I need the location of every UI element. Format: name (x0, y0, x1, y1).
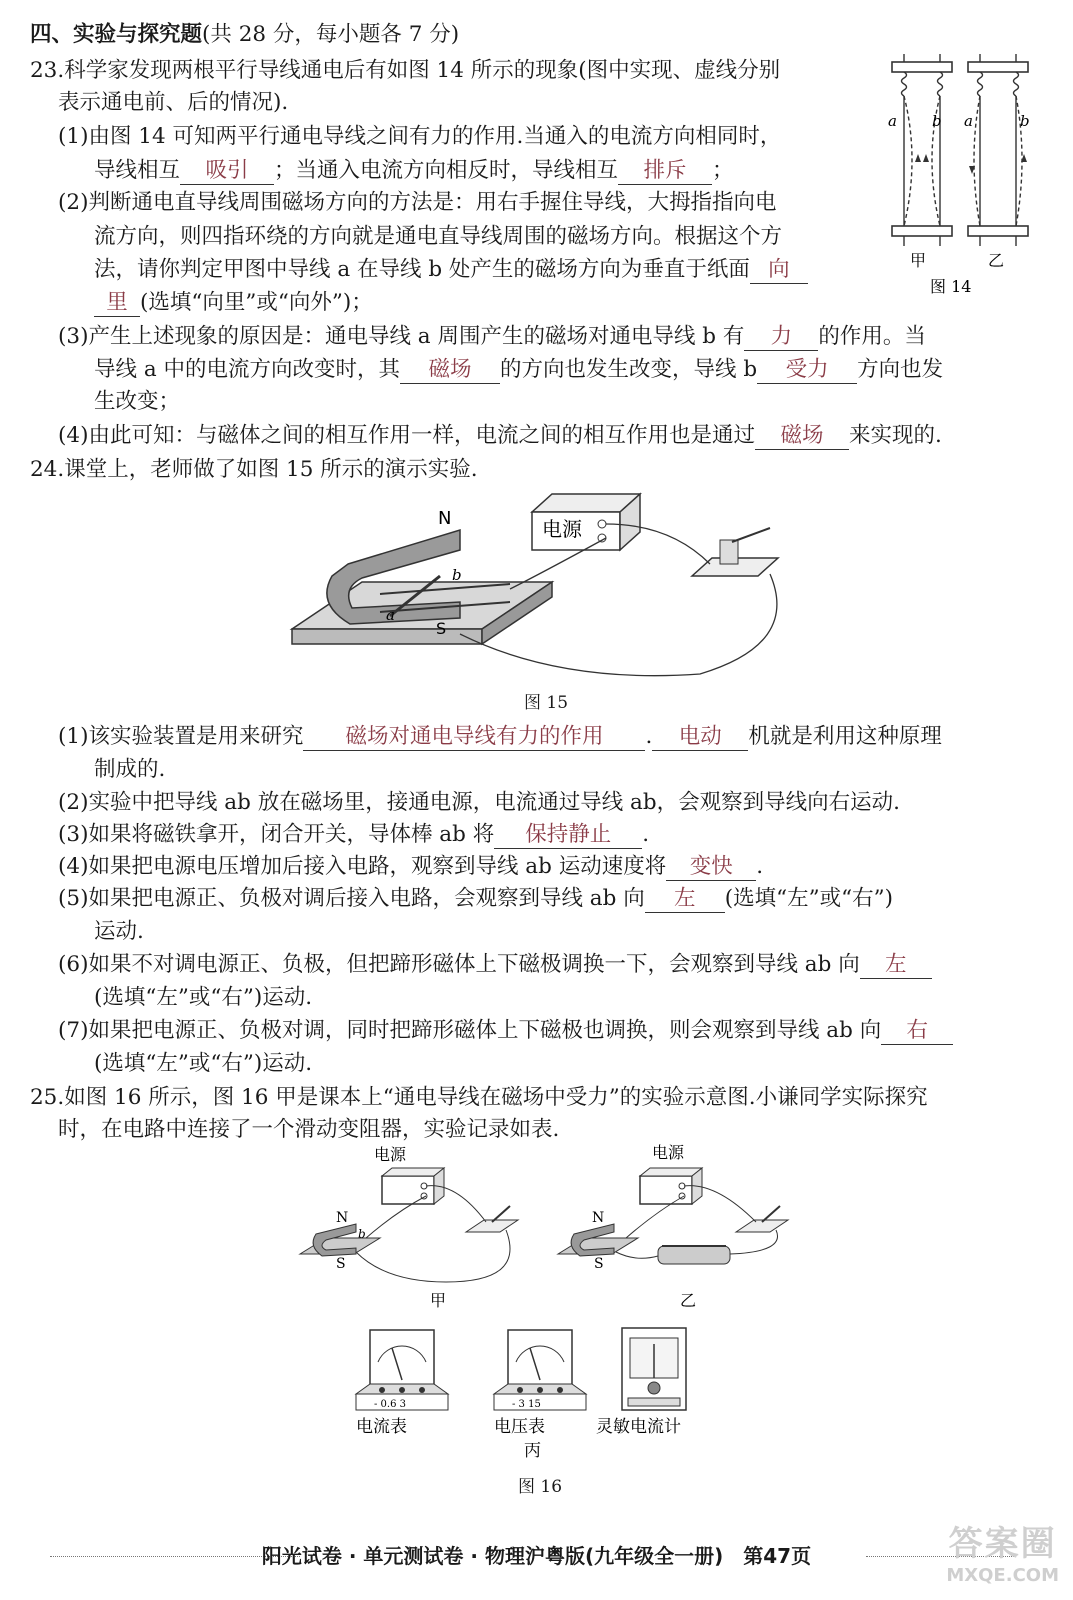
fig16-jia-label: 甲 (430, 1291, 447, 1310)
q25-line-1: 25.如图 16 所示，图 16 甲是课本上“通电导线在磁场中受力”的实验示意图.小谦同学实际探究 (30, 1085, 928, 1110)
voltmeter-icon (494, 1330, 586, 1410)
text: . (756, 854, 764, 879)
answer-blank: 保持静止 (494, 822, 642, 849)
q24-p6-line-2: (选填“左”或“右”)运动. (94, 985, 313, 1010)
fig16-bing-label: 丙 (524, 1441, 541, 1461)
text: (4)如果把电源电压增加后接入电路，观察到导线 ab 运动速度将 (58, 854, 667, 879)
q23-p1-line-1: (1)由图 14 可知两平行通电导线之间有力的作用.当通入的电流方向相同时， (58, 124, 782, 149)
q24-p6-line-1 (58, 950, 932, 980)
text: . (642, 822, 650, 847)
figure-14 (884, 54, 1034, 304)
text: 的方向也发生改变，导线 b (500, 357, 758, 382)
answer-blank: 变快 (666, 854, 756, 881)
q23-p2-line-4 (94, 288, 373, 318)
q24-p5-line-1 (58, 884, 893, 914)
fig15-S-label: S (436, 619, 447, 638)
fig16-yi-label: 乙 (680, 1291, 697, 1310)
voltmeter-scale: - 3 15 (512, 1399, 541, 1410)
figure-15 (280, 484, 800, 704)
fig16-N1-label: N (336, 1210, 349, 1226)
q23-p3-line-1 (58, 322, 926, 352)
text: 导线 a 中的电流方向改变时，其 (94, 357, 400, 382)
answer-blank: 排斥 (618, 158, 712, 185)
text: ； (712, 158, 734, 183)
text: (5)如果把电源正、负极对调后接入电路，会观察到导线 ab 向 (58, 886, 645, 911)
fig16-jia-setup (300, 1168, 518, 1282)
figure-16-top (296, 1142, 796, 1312)
fig14-label-b2: b (1020, 112, 1030, 130)
q23-p2-line-3 (94, 255, 808, 285)
text: 法，请你判定甲图中导线 a 在导线 b 处产生的磁场方向为垂直于纸面 (94, 257, 750, 282)
q23-p3-line-2 (94, 355, 943, 385)
text: 的作用。当 (818, 324, 926, 349)
fig14-label-yi: 乙 (988, 251, 1005, 270)
q23-p2-line-2: 流方向，则四指环绕的方向就是通电直导线周围的磁场方向。根据这个方 (94, 224, 783, 249)
answer-blank: 左 (860, 952, 932, 979)
meter1-label: 电流表 (356, 1417, 407, 1437)
text: (3)如果将磁铁拿开，闭合开关，导体棒 ab 将 (58, 822, 495, 847)
meter2-label: 电压表 (494, 1417, 545, 1437)
text: (7)如果把电源正、负极对调，同时把蹄形磁体上下磁极也调换，则会观察到导线 ab 向 (58, 1018, 882, 1043)
fig14-label-b: b (932, 112, 942, 130)
section-title: 四、实验与探究题 (30, 22, 203, 47)
answer-blank: 受力 (757, 357, 857, 384)
meter3-label: 灵敏电流计 (596, 1417, 681, 1437)
text: 来实现的. (848, 423, 942, 448)
fig15-caption: 图 15 (524, 693, 569, 713)
fig16-S1-label: S (336, 1256, 346, 1272)
q25-line-2: 时，在电路中连接了一个滑动变阻器，实验记录如表. (58, 1117, 560, 1142)
q23-p4-line (58, 421, 942, 451)
q24-p2: (2)实验中把导线 ab 放在磁场里，接通电源，电流通过导线 ab，会观察到导线向右运动. (58, 790, 900, 815)
q24-p1-line-2: 制成的. (94, 757, 166, 782)
fig14-label-jia: 甲 (910, 251, 927, 270)
text: 机就是利用这种原理 (748, 724, 942, 749)
answer-blank: 右 (881, 1018, 953, 1045)
fig15-a-label: a (386, 606, 395, 624)
answer-blank: 左 (645, 886, 725, 913)
answer-blank: 磁场 (400, 357, 500, 384)
text: (6)如果不对调电源正、负极，但把蹄形磁体上下磁极调换一下，会观察到导线 ab 向 (58, 952, 860, 977)
q23-p2-line-1: (2)判断通电直导线周围磁场方向的方法是：用右手握住导线，大拇指指向电 (58, 190, 777, 215)
q24-p3 (58, 820, 649, 850)
text: (1)该实验装置是用来研究 (58, 724, 304, 749)
watermark-bottom: MXQE.COM (946, 1565, 1059, 1586)
fig14-caption: 图 14 (930, 277, 972, 296)
fig16-power1-label: 电源 (374, 1145, 407, 1164)
figure-16-bing (352, 1322, 732, 1472)
q24-p4 (58, 852, 763, 882)
q23-p1-line-2 (94, 156, 734, 186)
text: (3)产生上述现象的原因是：通电导线 a 周围产生的磁场对通电导线 b 有 (58, 324, 745, 349)
text: ；当通入电流方向相反时，导线相互 (274, 158, 619, 183)
q24-p5-line-2: 运动. (94, 919, 144, 944)
q23-p3-line-3: 生改变； (94, 389, 181, 414)
text: (4)由此可知：与磁体之间的相互作用一样，电流之间的相互作用也是通过 (58, 423, 755, 448)
text: 方向也发 (857, 357, 944, 382)
text: . (645, 724, 653, 749)
answer-blank: 磁场 (755, 423, 849, 450)
fig16-S2-label: S (594, 1256, 604, 1272)
section-heading (30, 20, 459, 50)
fig14-label-a: a (888, 112, 897, 130)
ammeter-icon (356, 1330, 448, 1410)
section-note: (共 28 分，每小题各 7 分) (202, 22, 460, 47)
answer-blank: 电动 (652, 724, 748, 751)
watermark-top: 答案圈 (948, 1524, 1057, 1564)
answer-blank: 吸引 (180, 158, 274, 185)
fig15-power-label: 电源 (542, 517, 582, 541)
q23-line-1: 23.科学家发现两根平行导线通电后有如图 14 所示的现象(图中实现、虚线分别 (30, 58, 781, 83)
q24-p7-line-2: (选填“左”或“右”)运动. (94, 1051, 313, 1076)
answer-blank: 力 (744, 324, 818, 351)
text: (选填“向里”或“向外”)； (140, 290, 373, 315)
text: 导线相互 (94, 158, 181, 183)
q23-line-2: 表示通电前、后的情况). (58, 90, 289, 115)
fig16-N2-label: N (592, 1210, 605, 1226)
answer-blank: 向 (750, 257, 808, 284)
watermark (946, 1516, 1059, 1586)
fig14-label-a2: a (964, 112, 973, 130)
q24-p1-line-1 (58, 722, 942, 752)
fig16-caption: 图 16 (518, 1477, 563, 1497)
page-footer: 阳光试卷 · 单元测试卷 · 物理沪粤版(九年级全一册) 第47页 (261, 1544, 812, 1568)
fig16-power2-label: 电源 (652, 1143, 685, 1162)
answer-blank: 磁场对通电导线有力的作用 (303, 724, 645, 751)
fig16-b-label: b (358, 1227, 366, 1241)
q24-p7-line-1 (58, 1016, 953, 1046)
answer-blank: 里 (94, 290, 140, 317)
ammeter-scale: - 0.6 3 (374, 1399, 407, 1410)
text: (选填“左”或“右”) (724, 886, 893, 911)
q24-intro: 24.课堂上，老师做了如图 15 所示的演示实验. (30, 457, 478, 482)
fig15-N-label: N (438, 508, 452, 529)
galvanometer-icon (622, 1328, 686, 1410)
fig15-b-label: b (452, 566, 462, 584)
